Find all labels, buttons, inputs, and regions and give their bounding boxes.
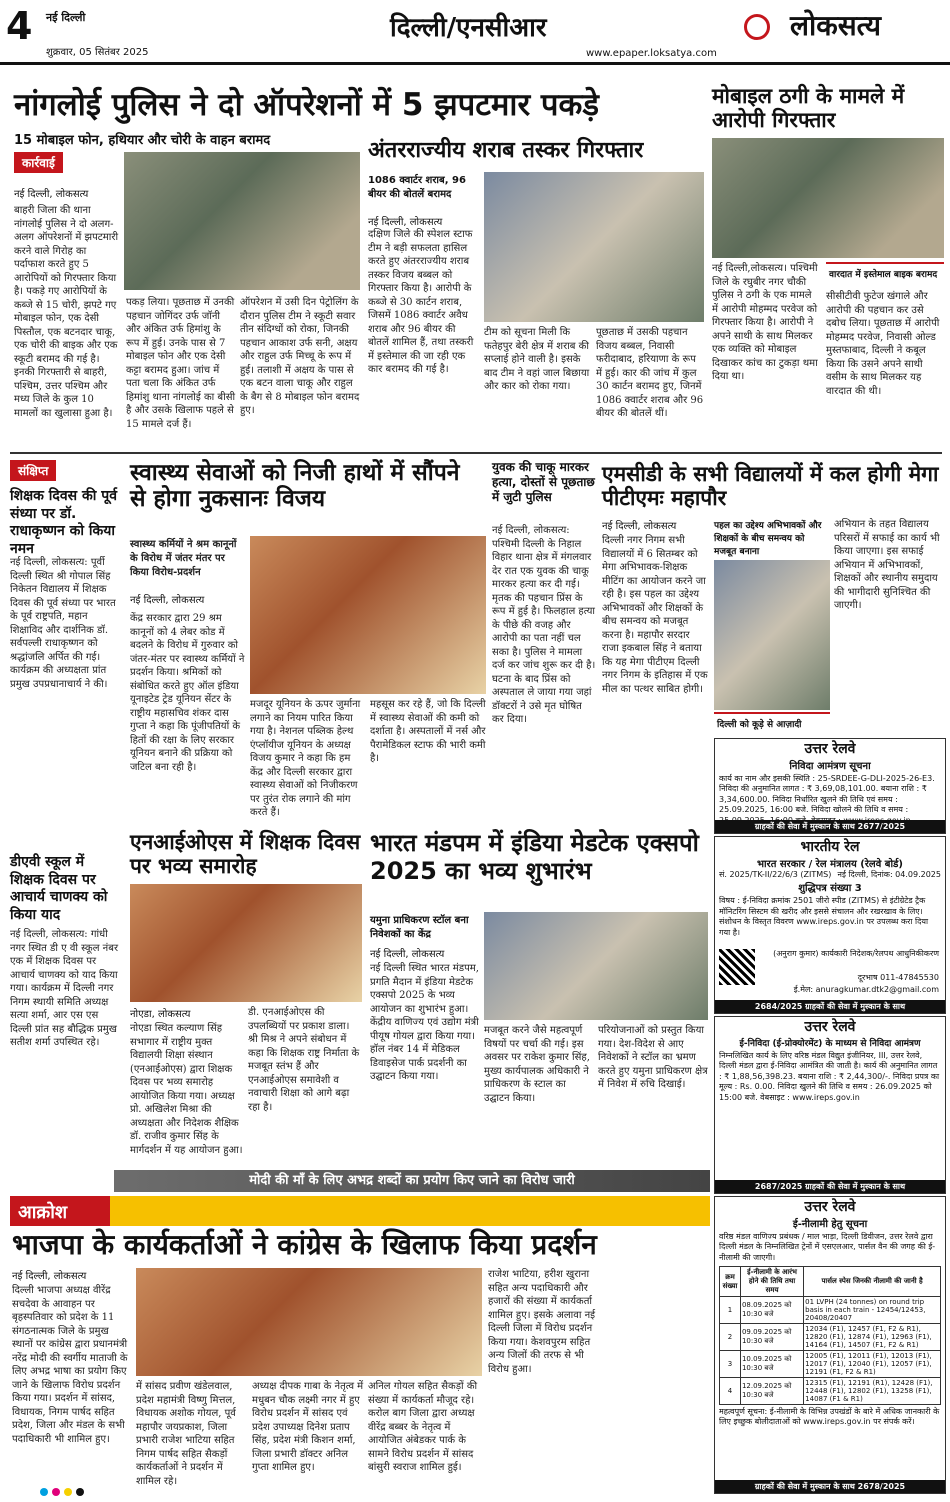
lead-byline: नई दिल्ली, लोकसत्य — [14, 189, 89, 200]
table-cell: 1 — [720, 1297, 741, 1324]
tender2-sign: (अनुराग कुमार) कार्यकारी निदेशक/रेलपथ आधुनिकीकरण — [773, 949, 939, 958]
brief-body-1: नई दिल्ली, लोकसत्य: पूर्वी दिल्ली स्थित श्री गोपाल सिंह निकेतन विद्यालय में शिक्षक दिवस की पूर्व संध्या पर भारत के पूर्व राष्ट्रपति, महान शिक्षाविद और दार्शनिक डॉ. सर्वपल्ली राधाकृष्णन को श्रद्धांजलि अर्पित की गई। कार्यक्रम की अध्यक्षता प्रांत प्रमुख उपप्रधानाचार्य ने की। — [10, 557, 116, 690]
liquor-byline: नई दिल्ली, लोकसत्य — [368, 217, 443, 228]
brand-logo: लोकसत्य — [790, 9, 882, 42]
edition-date: शुक्रवार, 05 सितंबर 2025 — [46, 47, 149, 58]
table-cell: 12.09.2025 को 10:30 बजे — [740, 1378, 803, 1405]
fraud-photo — [712, 138, 944, 258]
tender3-footer-text: ग्राहकों की सेवा में मुस्कान के साथ — [805, 1182, 906, 1191]
lead-photo-1 — [124, 152, 360, 290]
health-sub: स्वास्थ्य कर्मियों ने श्रम कानूनों के विरोध में जंतर मंतर पर किया विरोध-प्रदर्शन — [130, 539, 237, 578]
tender1-rail: उत्तर रेलवे — [804, 741, 856, 757]
tender-notice-1 — [714, 738, 946, 834]
tender-notice-3 — [714, 1016, 946, 1194]
nios-headline: एनआईओएस में शिक्षक दिवस पर भव्य समारोह — [130, 830, 361, 879]
health-byline: नई दिल्ली, लोकसत्य — [130, 595, 205, 606]
registration-mark — [52, 1488, 60, 1496]
tender3-title: ई-निविदा (ई-प्रोक्योरमेंट) के माध्यम से निविदा आमंत्रण — [739, 1039, 921, 1049]
nios-body-2: डी. एनआईओएस की उपलब्धियों पर प्रकाश डाला। श्री मिश्र ने अपने संबोधन में कहा कि शिक्षक राष्ट्र निर्माता के मजबूत स्तंभ हैं और एनआईओएस समावेशी व नवाचारी शिक्षा को आगे बढ़ा रहा है। — [248, 1007, 360, 1113]
stab-byline: नई दिल्ली, लोकसत्य: — [492, 525, 570, 536]
ptm-body: दिल्ली नगर निगम सभी विद्यालयों में 6 सितम्बर को मेगा अभिभावक-शिक्षक मीटिंग का आयोजन करने जा रही है। इस पहल का उद्देश्य अभिभावकों और शिक्षकों के बीच समन्वय को मजबूत करना है। महापौर सरदार राजा इकबाल सिंह ने बताया कि यह मेगा पीटीएम दिल्ली नगर निगम के इतिहास में एक मील का पत्थर साबित होगी। — [602, 535, 708, 695]
tender1-text: कार्य का नाम और इसकी स्थिति : 25-SRDEE-G-DLI-2025-26-E3. निविदा की अनुमानित लागत : ₹ 3,69,08,101.00. बयाना राशि : ₹ 3,34,600.00. निविदा निर्धारित खुलने की तिथि एवं समय : 25.09.2025, 16:00 बजे. निविदा खोलने की तिथि व समय : — [719, 774, 935, 815]
tender3-text: निम्नलिखित कार्य के लिए वरिष्ठ मंडल विद्युत इंजीनियर, III, उत्तर रेलवे, दिल्ली मंडल द्वारा ई-निविदा आमंत्रित की जाती है। कार्य की अनुमानित लागत : ₹ 1,88,56,398.23. बयाना राशि : ₹ 2,44,300/-. निविदा प्रपत्र का मूल्य : Rs. 0.00. निविदा खुलने की तिथि व समय : 26.09.2025 को 15:00 बजे. वेबसाइट : www.ireps.gov.in — [719, 1051, 940, 1102]
nios-photo — [130, 884, 362, 1002]
expo-photo — [484, 912, 708, 1020]
table-cell: 12315 (F1), 12191 (R1), 12428 (F1), 12448 (F1), 12802 (F1), 13258 (F1), 14087 (F1 & R1) — [804, 1378, 941, 1405]
tender4-intro: वरिष्ठ मंडल वाणिज्य प्रबंधक / माल भाड़ा, दिल्ली डिवीजन, उत्तर रेलवे द्वारा दिल्ली मंडल के निम्नलिखित ट्रेनों में एसएलआर, पार्सल वैन की जगह की ई-नीलामी की जाएगी। — [719, 1232, 936, 1262]
protest-photo — [136, 1268, 482, 1376]
fraud-body — [712, 262, 820, 446]
registration-mark — [76, 1488, 84, 1496]
health-body-3: महसूस कर रहे हैं, जो कि दिल्ली में स्वास्थ्य सेवाओं की कमी को दर्शाता है। अस्पतालों में नर्स और पैरामेडिकल स्टाफ की भारी कमी है। — [370, 699, 486, 764]
table-cell: 08.09.2025 को 10:30 बजे — [740, 1297, 803, 1324]
brief-body-2: नई दिल्ली, लोकसत्य: गांधी नगर स्थित डी ए वी स्कूल नंबर एक में शिक्षक दिवस पर आचार्य चाणक्य को याद किया गया। कार्यक्रम में दिल्ली नगर निगम स्थायी समिति अध्यक्ष सत्या शर्मा, आर एस एस दिल्ली प्रांत सह बौद्धिक प्रमुख सतीश शर्मा उपस्थित रहे। — [10, 929, 119, 1048]
protest-tag: आक्रोश — [18, 1202, 68, 1223]
liquor-body-3: पूछताछ में उसकी पहचान विजय बब्बल, निवासी फरीदाबाद, हरियाणा के रूप में हुई। कार की जांच में कुल 30 कार्टन बरामद हुए, जिनमें 1086 क्वार्टर शराब और 96 बीयर की बोतलें थीं। — [596, 327, 704, 419]
registration-mark — [40, 1488, 48, 1496]
table-cell: 01 LVPH (24 tonnes) on round trip basis in each train - 12454/12453, 20408/20407 — [804, 1297, 941, 1324]
home-icon — [744, 14, 770, 40]
liquor-photo — [484, 172, 704, 322]
table-row — [720, 1297, 941, 1324]
tender2-code: 2684/2025 — [754, 1002, 803, 1011]
nios-body: नोएडा स्थित कल्याण सिंह सभागार में राष्ट्रीय मुक्त विद्यालयी शिक्षा संस्थान (एनआईओएस) द्वारा शिक्षक दिवस पर भव्य समारोह आयोजित किया गया। अध्यक्ष प्रो. अखिलेश मिश्रा की अध्यक्षता और निदेशक शैक्षिक डॉ. राजीव कुमार सिंह के मार्गदर्शन में यह आयोजन हुआ। — [130, 1023, 243, 1156]
tender1-footer — [715, 820, 945, 833]
expo-body-2: मजबूत करने जैसे महत्वपूर्ण विषयों पर चर्चा की गई। इस अवसर पर राकेश कुमार सिंह, मुख्य कार्यपालक अधिकारी ने प्राधिकरण के स्टाल का उद्घाटन किया। — [484, 1025, 590, 1104]
tender2-ref: सं. 2025/TK-II/22/6/3 (ZITMS) — [719, 870, 832, 879]
tender2-rail: भारतीय रेल — [800, 839, 860, 855]
table-header: क्रम संख्या — [720, 1267, 741, 1297]
tender1-footer-text: ग्राहकों की सेवा में मुस्कान के साथ — [754, 822, 855, 831]
ptm-byline: नई दिल्ली, लोकसत्य — [602, 521, 677, 532]
health-photo — [250, 536, 486, 694]
masthead — [0, 0, 950, 65]
health-headline: स्वास्थ्य सेवाओं को निजी हाथों में सौंपने से होगा नुकसानः विजय — [130, 460, 460, 513]
lead-tag: कार्रवाई — [14, 152, 63, 173]
table-cell: 2 — [720, 1324, 741, 1351]
protest-body-4: अनिल गोयल सहित सैकड़ों की संख्या में कार्यकर्ता मौजूद रहे। करोल बाग जिला द्वारा अध्यक्ष वीरेंद्र बब्बर के नेतृत्व में आयोजित अंबेडकर पार्क के सामने विरोध प्रदर्शन में सांसद बांसुरी स्वराज शामिल हुई। — [368, 1381, 478, 1473]
brief-tag: संक्षिप्त — [10, 460, 56, 481]
table-row — [720, 1351, 941, 1378]
protest-body-3: अध्यक्ष दीपक गाबा के नेतृत्व में मधुबन चौक लक्ष्मी नगर में हुए विरोध प्रदर्शन में सांसद एवं प्रदेश उपाध्यक्ष दिनेश प्रताप सिंह, प्रदेश मंत्री किशन शर्मा, जिला प्रभारी डॉक्टर अनिल गुप्ता शामिल हुए। — [252, 1381, 364, 1473]
auction-table — [719, 1266, 941, 1405]
tender3-rail: उत्तर रेलवे — [804, 1019, 856, 1035]
table-header: ई-नीलामी के आरंभ होने की तिथि तथा समय — [740, 1267, 803, 1297]
registration-mark — [64, 1488, 72, 1496]
page-number: 4 — [6, 4, 33, 48]
liquor-body-2: टीम को सूचना मिली कि फतेहपुर बेरी क्षेत्र में शराब की सप्लाई होने वाली है। इसके बाद टीम ने वहां जाल बिछाया और कार को रोका गया। — [484, 327, 590, 392]
table-cell: 3 — [720, 1351, 741, 1378]
tender4-footer — [715, 1480, 945, 1493]
protest-headline: भाजपा के कार्यकर्ताओं ने कांग्रेस के खिलाफ किया प्रदर्शन — [12, 1228, 597, 1261]
tender-notice-2 — [714, 836, 946, 1014]
tender3-code: 2687/2025 — [754, 1182, 803, 1191]
section-title: दिल्ली/एनसीआर — [390, 13, 547, 43]
qr-code-icon — [719, 949, 755, 985]
tender2-refline — [715, 870, 945, 880]
protest-banner: मोदी की माँ के लिए अभद्र शब्दों का प्रयोग किए जाने का विरोध जारी — [114, 1170, 710, 1192]
lead-body-2: पकड़ लिया। पूछताछ में उनकी पहचान जोगिंदर उर्फ जॉनी और अंकित उर्फ हिमांशु के रूप में हुई। उनके पास से 7 मोबाइल फोन और एक देसी कट्टा बरामद हुआ। जांच में पता चला कि अंकित उर्फ हिमांशु थाना नांगलोई का बीसी है और उसके खिलाफ पहले से 15 मामले दर्ज हैं। — [126, 297, 236, 430]
ptm-caption: दिल्ली को कूड़े से आज़ादी — [714, 712, 830, 733]
protest-bar — [10, 1196, 710, 1226]
table-cell: 10.09.2025 को 10:30 बजे — [740, 1351, 803, 1378]
table-row — [720, 1324, 941, 1351]
liquor-sub: 1086 क्वार्टर शराब, 96 बीयर की बोतलें बरामद — [368, 175, 466, 200]
protest-body-2: में सांसद प्रवीण खंडेलवाल, प्रदेश महामंत्री विष्णु मित्तल, विधायक अशोक गोयल, पूर्व महापौर जयप्रकाश, जिला प्रभारी राजेश भाटिया सहित निगम पार्षद सहित सैकड़ों कार्यकर्ताओं ने प्रदर्शन में शामिल रहे। — [136, 1381, 236, 1487]
stab-headline: युवक की चाकू मारकर हत्या, दोस्तों से पूछताछ में जुटी पुलिस — [492, 460, 595, 504]
health-body: केंद्र सरकार द्वारा 29 श्रम कानूनों को 4 लेबर कोड में बदलने के विरोध में गुरुवार को जंतर-मंतर पर स्वास्थ्य कर्मियों ने प्रदर्शन किया। श्रमिकों को संबोधित करते हुए ऑल इंडिया यूनाइटेड ट्रेड यूनियन सेंटर के राष्ट्रीय महासचिव शंकर दास गुप्ता ने कहा कि पूंजीपतियों के हितों की रक्षा के लिए सरकार यूनियन बनाने की प्रक्रिया को जटिल बना रही है। — [130, 613, 245, 773]
tender4-code: 2678/2025 — [857, 1482, 906, 1491]
ptm-body-2: अभियान के तहत विद्यालय परिसरों में सफाई का कार्य भी किया जाएगा। इस सफाई अभियान में अभिभावकों, शिक्षकों और स्थानीय समुदाय की भागीदारी सुनिश्चित की जाएगी। — [834, 519, 940, 611]
lead-body-3: ऑपरेशन में उसी दिन पेट्रोलिंग के दौरान पुलिस टीम ने स्कूटी सवार तीन संदिग्धों को रोका, जिनकी पहचान आकाश उर्फ सनी, अक्षय और राहुल उर्फ मिच्चू के रूप में हुई। तलाशी में अक्षय के पास से एक बटन वाला चाकू और राहुल के बैग से 8 मोबाइल फोन बरामद हुए। — [240, 297, 360, 416]
tender4-title: ई-नीलामी हेतु सूचना — [792, 1219, 868, 1230]
lead-headline: नांगलोई पुलिस ने दो ऑपरेशनों में 5 झपटमार पकड़े — [14, 87, 599, 123]
protest-body-5: राजेश भाटिया, हरीश खुराना सहित अन्य पदाधिकारी और हजारों की संख्या में कार्यकर्ता शामिल हुए। इसके अलावा नई दिल्ली जिला में विरोध प्रदर्शन किया गया। केशवपुरम सहित अन्य जिलों की तरफ से भी विरोध हुआ। — [488, 1269, 596, 1375]
tender2-title: शुद्धिपत्र संख्या 3 — [798, 883, 862, 895]
liquor-headline: अंतरराज्यीय शराब तस्कर गिरफ्तार — [368, 138, 644, 163]
epaper-link[interactable]: www.epaper.loksatya.com — [586, 48, 717, 59]
tender2-org: भारत सरकार / रेल मंत्रालय (रेलवे बोर्ड) — [757, 859, 903, 870]
expo-sub: यमुना प्राधिकरण स्टॉल बना निवेशकों का केंद्र — [370, 915, 469, 940]
tender1-code: 2677/2025 — [857, 822, 906, 831]
stab-text: पश्चिमी दिल्ली के निहाल विहार थाना क्षेत्र में मंगलवार देर रात एक युवक की चाकू मारकर हत्या कर दी गई। मृतक की पहचान प्रिंस के रूप में हुई है। फिलहाल हत्या के पीछे की वजह और आरोपी का पता नहीं चल सका है। पुलिस ने मामला दर्ज कर जांच शुरू कर दी है। घटना के बाद प्रिंस को अस्पताल ले जाया गया जहां डॉक्टरों ने उसे मृत घोषित कर दिया। — [492, 538, 596, 725]
tender2-phone: दूरभाष 011-47845530 — [857, 973, 939, 982]
brief-headline-1: शिक्षक दिवस की पूर्व संध्या पर डॉ. राधाकृष्णन को किया नमन — [10, 488, 117, 557]
nios-byline: नोएडा, लोकसत्य — [130, 1009, 191, 1020]
table-cell: 12034 (F1), 12457 (F1, F2 & R1), 12820 (F1), 12874 (F1), 12963 (F1), 14164 (F1), 14507 (F1, F2 & R1) — [804, 1324, 941, 1351]
tender2-email: ई.मेल: anuragkumar.dtk2@gmail.com — [793, 985, 939, 994]
tender4-footer-text: ग्राहकों की सेवा में मुस्कान के साथ — [754, 1482, 855, 1491]
fraud-headline: मोबाइल ठगी के मामले में आरोपी गिरफ्तार — [712, 84, 905, 133]
ptm-sub: पहल का उद्देश्य अभिभावकों और शिक्षकों के बीच समन्वय को मजबूत बनाना — [714, 521, 822, 557]
tender4-note: महत्वपूर्ण सूचना: ई-नीलामी के विभिन्न उपखंडों के बारे में अधिक जानकारी के लिए इच्छुक बोलीदाताओं को www.ireps.gov.in पर संपर्क करें। — [719, 1407, 940, 1427]
expo-byline: नई दिल्ली, लोकसत्य — [370, 949, 445, 960]
tender2-footer-text: ग्राहकों की सेवा में मुस्कान के साथ — [805, 1002, 906, 1011]
protest-body: दिल्ली भाजपा अध्यक्ष वीरेंद्र सचदेवा के आवाहन पर बृहस्पतिवार को प्रदेश के 11 संगठनात्मक जिले के प्रमुख स्थानों पर कांग्रेस द्वारा प्रधानमंत्री नरेंद्र मोदी की स्वर्गीय माताजी के लिए अभद्र भाषा का प्रयोग किए जाने के खिलाफ विरोध प्रदर्शन किया गया। प्रदर्शन में सांसद, विधायक, निगम पार्षद सहित प्रदेश, जिला और मंडल के सभी पदाधिकारी भी शामिल हुए। — [12, 1285, 128, 1445]
ptm-photo — [714, 560, 830, 710]
table-cell: 12005 (F1), 12011 (F1), 12013 (F1), 12017 (F1), 12040 (F1), 12057 (F1), 12191 (F1, F2 & R1) — [804, 1351, 941, 1378]
fraud-byline: नई दिल्ली,लोकसत्य। — [712, 263, 787, 274]
lead-subhead: 15 मोबाइल फोन, हथियार और चोरी के वाहन बरामद — [14, 133, 271, 148]
table-cell: 4 — [720, 1378, 741, 1405]
expo-headline: भारत मंडपम में इंडिया मेडटेक एक्सपो 2025 का भव्य शुभारंभ — [370, 829, 699, 885]
tender3-footer — [715, 1180, 945, 1193]
health-body-2: मजदूर यूनियन के ऊपर जुर्माना लगाने का नियम पारित किया गया है। नेशनल पब्लिक हेल्थ एंप्लॉयीज यूनियन के अध्यक्ष विजय कुमार ने कहा कि हम केंद्र और दिल्ली सरकार द्वारा स्वास्थ्य सेवाओं को निजीकरण पर तुरंत रोक लगाने की मांग करते हैं। — [250, 699, 361, 818]
ptm-headline: एमसीडी के सभी विद्यालयों में कल होगी मेगा पीटीएमः महापौर — [602, 462, 939, 511]
table-header: पार्सल स्पेस जिनकी नीलामी की जानी है — [804, 1267, 941, 1297]
tender2-date: नई दिल्ली, दिनांक: 04.09.2025 — [837, 870, 941, 879]
tender2-footer — [715, 1000, 945, 1013]
brief-headline-2: डीएवी स्कूल में शिक्षक दिवस पर आचार्य चाणक्य को किया याद — [10, 854, 108, 923]
protest-byline: नई दिल्ली, लोकसत्य — [12, 1271, 87, 1282]
stab-body — [492, 524, 596, 822]
table-row — [720, 1378, 941, 1405]
liquor-body: दक्षिण जिले की स्पेशल स्टाफ टीम ने बड़ी सफलता हासिल करते हुए अंतरराज्यीय शराब तस्कर विजय बब्बल को गिरफ्तार किया है। आरोपी के कब्जे से 30 कार्टन शराब, जिसमें 1086 क्वार्टर अवैध शराब और 96 बीयर की बोतलें शामिल हैं, तथा तस्करी में इस्तेमाल की जा रही एक कार बरामद की गई है। — [368, 229, 474, 375]
expo-body-3: परियोजनाओं को प्रस्तुत किया गया। देश-विदेश से आए निवेशकों ने स्टॉल का भ्रमण करते हुए यमुना प्राधिकरण क्षेत्र में निवेश में रुचि दिखाई। — [598, 1025, 708, 1090]
fraud-body-2: सीसीटीवी फुटेज खंगाले और आरोपी की पहचान कर उसे दबोच लिया। पूछताछ में आरोपी मोहम्मद परवेज, निवासी ओल्ड मुस्तफाबाद, दिल्ली ने कबूल किया कि उसने अपने साथी वसीम के साथ मिलकर यह वारदात की थी। — [826, 291, 940, 397]
tender2-text: विषय : ई-निविदा क्रमांक 2501 जीरो स्पीड (ZITMS) से इंटीग्रेटेड ट्रैक मॉनिटरिंग सिस्टम की खरीद और इससे संचालन और रखरखाव के लिए। संशोधन के विस्तृत विवरण www.ireps.gov.in पर उपलब्ध करा दिया गया है। — [719, 896, 929, 937]
expo-body: नई दिल्ली स्थित भारत मंडपम, प्रगति मैदान में इंडिया मेडटेक एक्सपो 2025 के भव्य आयोजन का शुभारंभ हुआ। केंद्रीय वाणिज्य एवं उद्योग मंत्री पीयूष गोयल द्वारा किया गया। हॉल नंबर 14 में मेडिकल डिवाइसेज पार्क प्रदर्शनी का उद्घाटन किया गया। — [370, 963, 479, 1082]
fraud-text: पश्चिमी जिले के रघुबीर नगर चौकी पुलिस ने ठगी के एक मामले में आरोपी मोहम्मद परवेज को गिरफ्तार किया है। आरोपी ने अपने साथी के साथ मिलकर एक व्यक्ति को मोबाइल दिखाकर कांच का टुकड़ा थमा दिया था। — [712, 263, 818, 382]
tender1-title: निविदा आमंत्रण सूचना — [789, 761, 871, 772]
tender-notice-4 — [714, 1196, 946, 1494]
divider — [10, 452, 942, 454]
edition-city: नई दिल्ली — [46, 11, 86, 24]
tender4-rail: उत्तर रेलवे — [804, 1199, 856, 1215]
table-cell: 09.09.2025 को 10:30 बजे — [740, 1324, 803, 1351]
fraud-caption: वारदात में इस्तेमाल बाइक बरामद — [826, 262, 944, 283]
lead-body: बाहरी जिला की थाना नांगलोई पुलिस ने दो अलग-अलग ऑपरेशनों में झपटमारी करने वाले गिरोह का पर्दाफाश करते हुए 5 आरोपियों को गिरफ्तार किया है। पकड़े गए आरोपियों के कब्जे से 15 चोरी, झपटे गए मोबाइल फोन, एक देसी पिस्तौल, एक बटनदार चाकू, एक चोरी की बाइक और एक स्कूटी बरामद की गई है। इनकी गिरफ्तारी से बाहरी, पश्चिम, उत्तर पश्चिम और मध्य जिले के कुल 10 मामलों का खुलासा हुआ है। — [14, 205, 119, 419]
